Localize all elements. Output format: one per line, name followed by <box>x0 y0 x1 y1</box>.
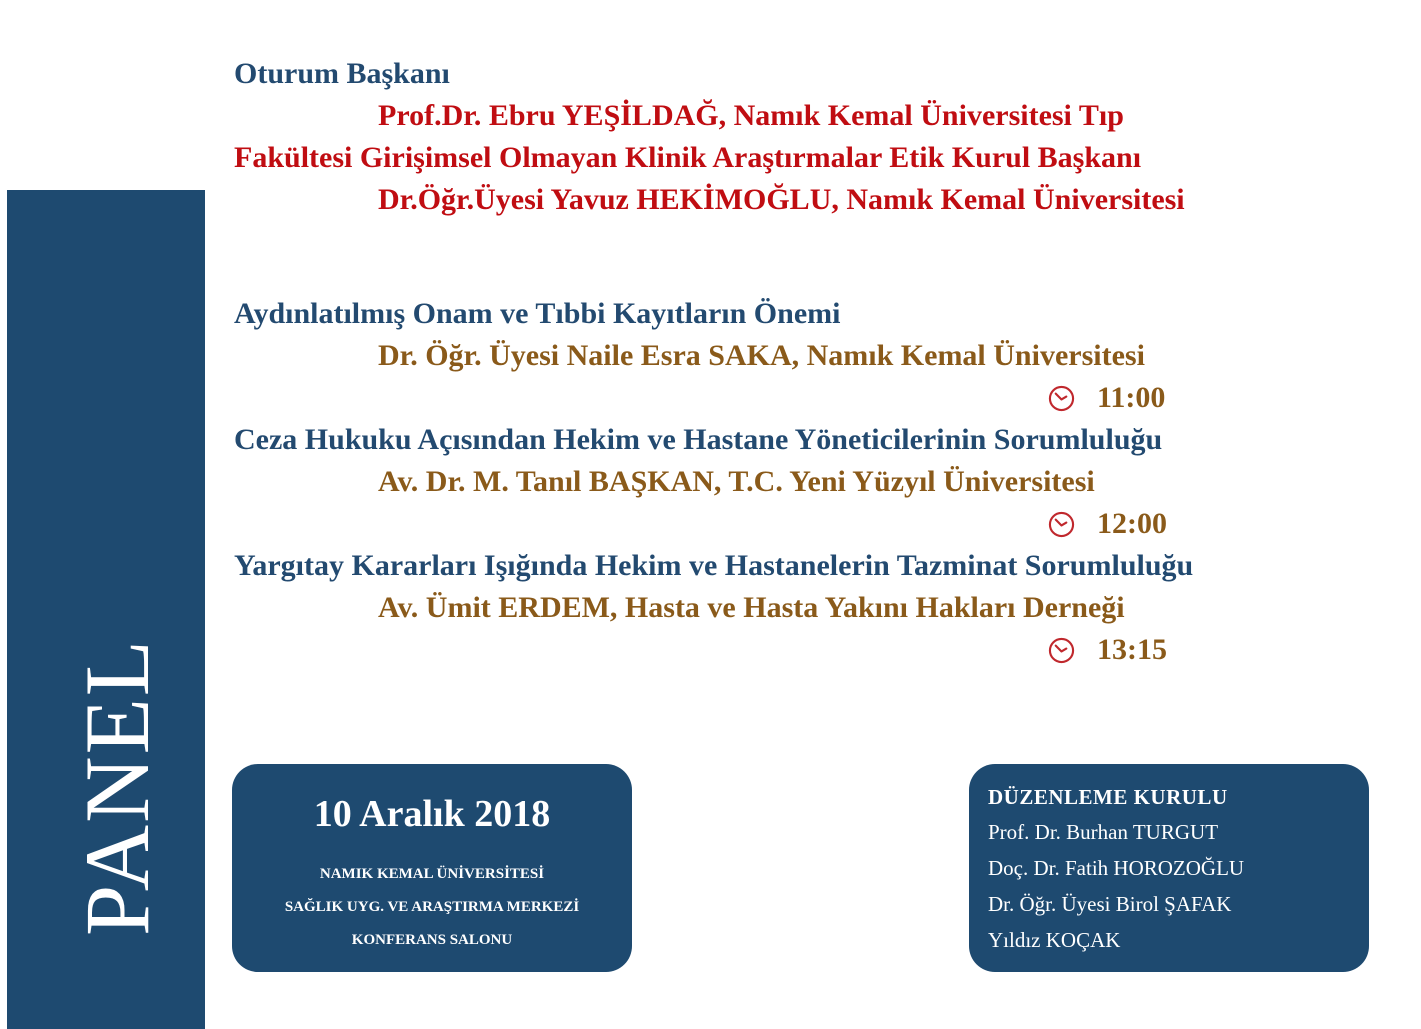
event-date: 10 Aralık 2018 <box>313 793 551 835</box>
talk-time <box>1048 630 1167 670</box>
talk-title: Aydınlatılmış Onam ve Tıbbi Kayıtların Önemi <box>234 297 841 330</box>
session-chair-line-1: Prof.Dr. Ebru YEŞİLDAĞ, Namık Kemal Üniversitesi Tıp <box>378 99 1124 132</box>
committee-member: Doç. Dr. Fatih HOROZOĞLU <box>988 856 1245 880</box>
talk-time <box>1048 378 1165 418</box>
clock-icon <box>1048 637 1075 664</box>
event-date-card <box>232 764 632 972</box>
talk-title: Yargıtay Kararları Işığında Hekim ve Hastanelerin Tazminat Sorumluluğu <box>234 549 1194 582</box>
session-chair-label: Oturum Başkanı <box>234 57 450 90</box>
clock-icon <box>1048 385 1075 412</box>
talk-speaker: Dr. Öğr. Üyesi Naile Esra SAKA, Namık Kemal Üniversitesi <box>378 339 1145 372</box>
committee-member: Dr. Öğr. Üyesi Birol ŞAFAK <box>988 892 1232 916</box>
committee-member: Yıldız KOÇAK <box>988 928 1121 952</box>
talk-time <box>1048 504 1167 544</box>
talk-speaker: Av. Dr. M. Tanıl BAŞKAN, T.C. Yeni Yüzyıl Üniversitesi <box>378 465 1095 498</box>
venue-line-1: NAMIK KEMAL ÜNİVERSİTESİ <box>319 866 545 882</box>
sidebar-title: PANEL <box>66 638 168 936</box>
talk-time-label: 12:00 <box>1097 507 1167 540</box>
committee-card <box>969 764 1369 972</box>
venue-line-3: KONFERANS SALONU <box>351 932 513 948</box>
talk-speaker: Av. Ümit ERDEM, Hasta ve Hasta Yakını Hakları Derneği <box>378 591 1125 624</box>
venue-line-2: SAĞLIK UYG. VE ARAŞTIRMA MERKEZİ <box>284 899 580 915</box>
committee-member: Prof. Dr. Burhan TURGUT <box>988 820 1219 844</box>
talk-title: Ceza Hukuku Açısından Hekim ve Hastane Yöneticilerinin Sorumluluğu <box>234 423 1163 456</box>
talk-time-label: 13:15 <box>1097 633 1167 666</box>
talk-time-label: 11:00 <box>1097 381 1166 414</box>
committee-title: DÜZENLEME KURULU <box>988 785 1228 809</box>
clock-icon <box>1048 511 1075 538</box>
session-chair-line-2: Fakültesi Girişimsel Olmayan Klinik Araştırmalar Etik Kurul Başkanı <box>234 141 1142 174</box>
session-chair-line-3: Dr.Öğr.Üyesi Yavuz HEKİMOĞLU, Namık Kemal Üniversitesi <box>378 183 1185 216</box>
